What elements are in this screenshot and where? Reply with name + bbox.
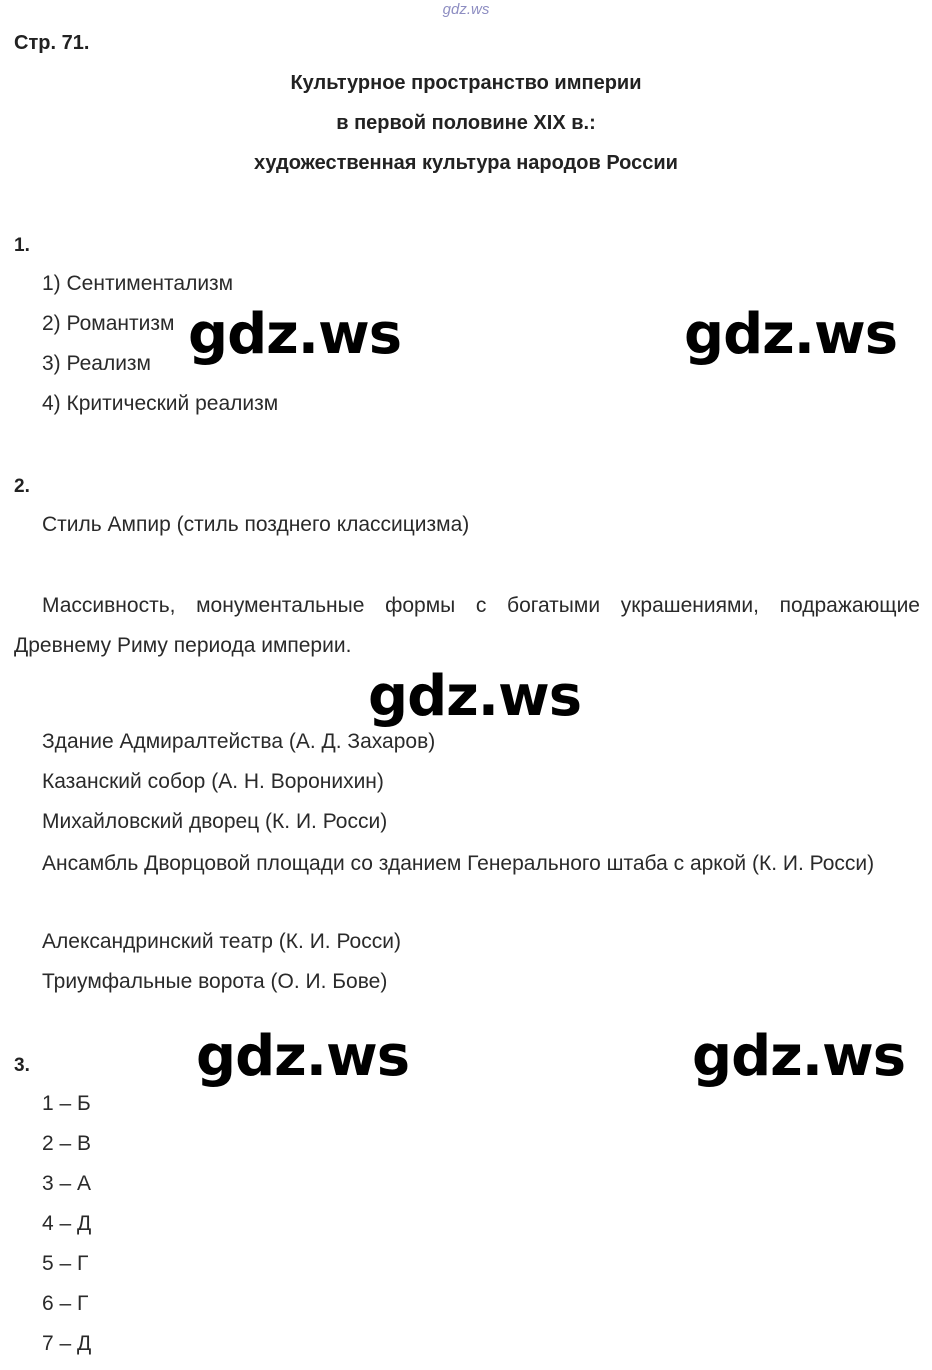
task-1-number: 1. bbox=[14, 235, 30, 256]
task-1-item: 3) Реализм bbox=[42, 352, 151, 375]
title-line-3: художественная культура народов России bbox=[254, 152, 678, 174]
building-item: Александринский театр (К. И. Росси) bbox=[42, 930, 401, 953]
title-line-2: в первой половине XIX в.: bbox=[336, 112, 596, 134]
answer-item: 7 – Д bbox=[42, 1332, 92, 1355]
task-2-style: Стиль Ампир (стиль позднего классицизма) bbox=[42, 513, 470, 536]
answer-item: 4 – Д bbox=[42, 1212, 92, 1235]
building-item: Казанский собор (А. Н. Воронихин) bbox=[42, 770, 384, 793]
building-item: Ансамбль Дворцовой площади со зданием Генерального штаба с аркой (К. И. Росси) bbox=[42, 852, 875, 875]
answer-item: 2 – В bbox=[42, 1132, 92, 1155]
task-1-item: 2) Романтизм bbox=[42, 312, 175, 335]
task-2-number: 2. bbox=[14, 476, 30, 497]
answer-item: 6 – Г bbox=[42, 1292, 89, 1315]
task-1-item: 1) Сентиментализм bbox=[42, 272, 234, 295]
top-watermark: gdz.ws bbox=[442, 1, 490, 18]
watermark: gdz.ws bbox=[692, 1024, 906, 1089]
answer-item: 3 – А bbox=[42, 1172, 92, 1195]
title-line-1: Культурное пространство империи bbox=[290, 72, 642, 94]
building-item: Михайловский дворец (К. И. Росси) bbox=[42, 810, 388, 833]
answer-item: 5 – Г bbox=[42, 1252, 89, 1275]
watermark: gdz.ws bbox=[188, 302, 402, 367]
building-item: Здание Адмиралтейства (А. Д. Захаров) bbox=[42, 730, 436, 753]
page-number: Стр. 71. bbox=[14, 32, 90, 54]
task-1-item: 4) Критический реализм bbox=[42, 392, 279, 415]
watermark: gdz.ws bbox=[684, 302, 898, 367]
task-3-number: 3. bbox=[14, 1055, 30, 1076]
answer-item: 1 – Б bbox=[42, 1092, 91, 1115]
watermark: gdz.ws bbox=[368, 664, 582, 729]
watermark: gdz.ws bbox=[196, 1024, 410, 1089]
task-2-description: Массивность, монументальные формы с богатыми украшениями, подражающие Древнему Риму периода империи. bbox=[14, 594, 920, 657]
building-item: Триумфальные ворота (О. И. Бове) bbox=[42, 970, 388, 993]
